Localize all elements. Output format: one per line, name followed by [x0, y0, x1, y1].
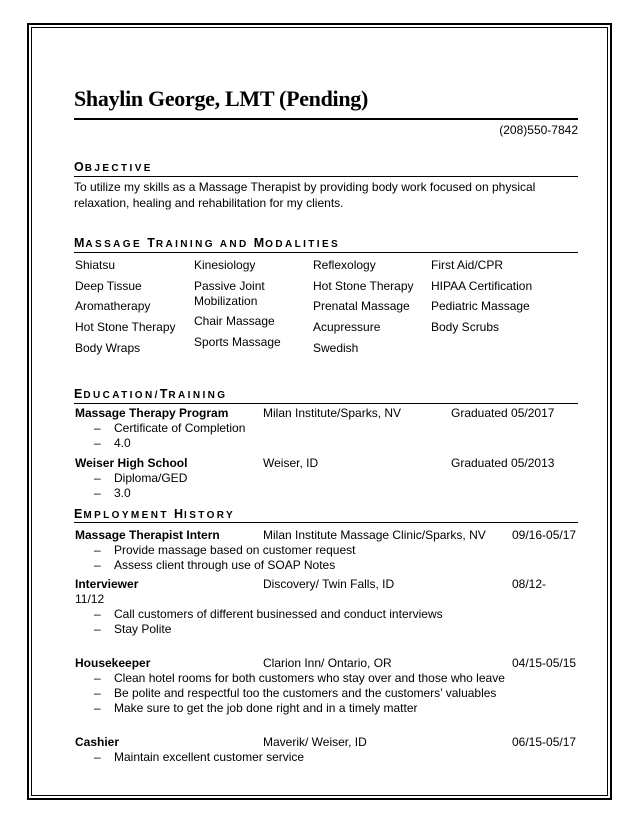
skill-item: HIPAA Certification: [431, 279, 533, 293]
education-bullet: – Diploma/GED: [94, 471, 188, 485]
objective-heading: OBJECTIVE: [74, 160, 153, 174]
job-place: Milan Institute Massage Clinic/Sparks, NV: [263, 528, 486, 542]
job-place: Maverik/ Weiser, ID: [263, 735, 367, 749]
education-place: Milan Institute/Sparks, NV: [263, 406, 402, 420]
skill-item: Reflexology: [313, 258, 376, 272]
job-bullet: – Clean hotel rooms for both customers who stay over and those who leave: [94, 671, 505, 685]
job-bullet: – Provide massage based on customer request: [94, 543, 356, 557]
education-place: Weiser, ID: [263, 456, 319, 470]
job-place: Clarion Inn/ Ontario, OR: [263, 656, 392, 670]
job-date: 06/15-05/17: [512, 735, 577, 749]
job-bullet: – Make sure to get the job done right and in a timely matter: [94, 701, 418, 715]
skill-item: Deep Tissue: [75, 279, 142, 293]
employment-heading: EMPLOYMENT HISTORY: [74, 507, 236, 521]
skill-item: Prenatal Massage: [313, 299, 410, 313]
education-title: Massage Therapy Program: [75, 406, 229, 420]
objective-divider: [74, 176, 578, 177]
job-title: Housekeeper: [75, 656, 151, 670]
education-title: Weiser High School: [75, 456, 188, 470]
employment-divider: [74, 522, 578, 523]
skill-item: Sports Massage: [194, 335, 281, 349]
education-bullet: – 3.0: [94, 486, 131, 500]
training-divider: [74, 252, 578, 253]
skill-item: Swedish: [313, 341, 359, 355]
skill-item: Acupressure: [313, 320, 381, 334]
objective-text: To utilize my skills as a Massage Therapist by providing body work focused on physical relaxation, healing and rehabilitation for my clients.: [74, 180, 536, 210]
skill-item: Chair Massage: [194, 314, 275, 328]
job-date: 04/15-05/15: [512, 656, 577, 670]
job-date: 09/16-05/17: [512, 528, 577, 542]
education-bullet: – 4.0: [94, 436, 131, 450]
skill-item: Hot Stone Therapy: [75, 320, 176, 334]
job-title: Cashier: [75, 735, 120, 749]
skill-item: Passive Joint: [194, 279, 265, 293]
resume-name: Shaylin George, LMT (Pending): [74, 86, 369, 111]
phone-number: (208)550-7842: [499, 123, 578, 137]
skill-item: Aromatherapy: [75, 299, 151, 313]
skill-item: Hot Stone Therapy: [313, 279, 414, 293]
job-date: 08/12-: [512, 577, 547, 591]
job-bullet: – Be polite and respectful too the customers and the customers’ valuables: [94, 686, 497, 700]
education-divider: [74, 403, 578, 404]
job-bullet: – Maintain excellent customer service: [94, 750, 305, 764]
skill-item: Kinesiology: [194, 258, 256, 272]
job-place: Discovery/ Twin Falls, ID: [263, 577, 395, 591]
skill-item: Pediatric Massage: [431, 299, 530, 313]
job-title: Massage Therapist Intern: [75, 528, 220, 542]
name-divider: [74, 118, 578, 120]
skill-item: Mobilization: [194, 294, 258, 308]
education-heading: EDUCATION/TRAINING: [74, 387, 228, 401]
training-heading: MASSAGE TRAINING AND MODALITIES: [74, 236, 341, 250]
job-bullet: – Call customers of different businessed and conduct interviews: [94, 607, 443, 621]
education-date: Graduated 05/2013: [451, 456, 555, 470]
job-bullet: – Assess client through use of SOAP Notes: [94, 558, 336, 572]
job-date-continued: 11/12: [75, 592, 105, 606]
job-title: Interviewer: [75, 577, 139, 591]
job-bullet: – Stay Polite: [94, 622, 172, 636]
education-date: Graduated 05/2017: [451, 406, 555, 420]
skill-item: First Aid/CPR: [431, 258, 504, 272]
skill-item: Shiatsu: [75, 258, 116, 272]
skill-item: Body Wraps: [75, 341, 141, 355]
skill-item: Body Scrubs: [431, 320, 500, 334]
education-bullet: – Certificate of Completion: [94, 421, 246, 435]
